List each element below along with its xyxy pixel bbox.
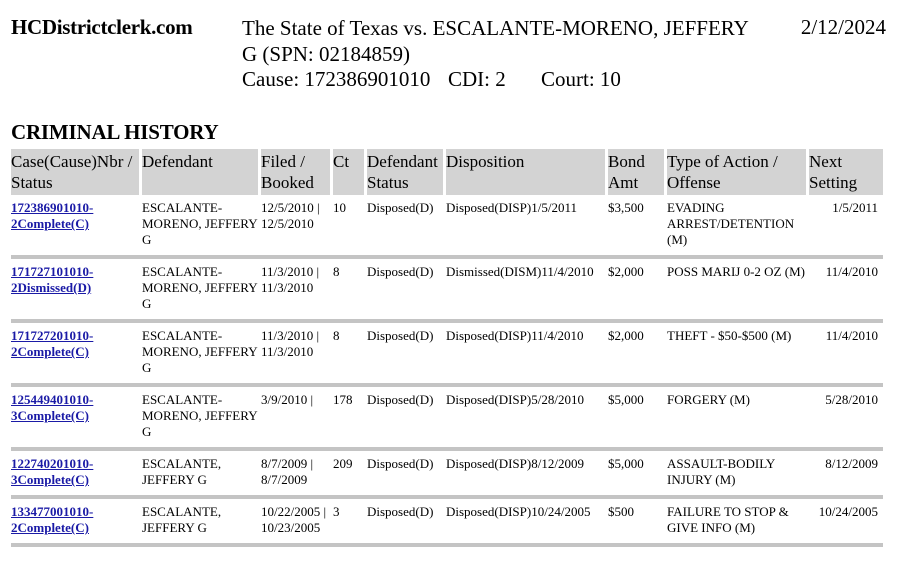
defendant-cell: ESCALANTE, JEFFERY G (142, 451, 261, 499)
case-number-link[interactable]: 122740201010-3Complete(C) (11, 456, 94, 487)
offense-cell: FAILURE TO STOP & GIVE INFO (M) (667, 499, 809, 547)
court-value: Court: 10 (541, 67, 621, 91)
top-divider (0, 10, 900, 14)
offense-cell: FORGERY (M) (667, 387, 809, 451)
offense-cell: THEFT - $50-$500 (M) (667, 323, 809, 387)
offense-cell: POSS MARIJ 0-2 OZ (M) (667, 259, 809, 323)
disposition-cell: Disposed(DISP)11/4/2010 (446, 323, 608, 387)
table-row (11, 259, 883, 323)
filed-cell: 10/22/2005 | 10/23/2005 (261, 499, 333, 547)
status-cell: Disposed(D) (367, 195, 446, 259)
column-header-offense: Type of Action / Offense (667, 149, 809, 195)
case-number-link[interactable]: 172386901010-2Complete(C) (11, 200, 94, 231)
case-number-link[interactable]: 133477001010-2Complete(C) (11, 504, 94, 535)
table-row (11, 387, 883, 451)
ct-cell: 209 (333, 451, 367, 499)
table-row (11, 499, 883, 547)
defendant-cell: ESCALANTE, JEFFERY G (142, 499, 261, 547)
status-cell: Disposed(D) (367, 387, 446, 451)
defendant-cell: ESCALANTE-MORENO, JEFFERY G (142, 387, 261, 451)
filed-cell: 11/3/2010 | 11/3/2010 (261, 323, 333, 387)
case-number-link[interactable]: 171727101010-2Dismissed(D) (11, 264, 94, 295)
filed-cell: 11/3/2010 | 11/3/2010 (261, 259, 333, 323)
bond-cell: $3,500 (608, 195, 667, 259)
bond-cell: $5,000 (608, 451, 667, 499)
defendant-cell: ESCALANTE-MORENO, JEFFERY G (142, 259, 261, 323)
status-cell: Disposed(D) (367, 323, 446, 387)
cause-number: Cause: 172386901010 (242, 67, 431, 91)
next-setting-cell: 11/4/2010 (809, 259, 883, 323)
next-setting-cell: 5/28/2010 (809, 387, 883, 451)
column-header-ct: Ct (333, 149, 367, 195)
ct-cell: 10 (333, 195, 367, 259)
ct-cell: 8 (333, 259, 367, 323)
disposition-cell: Disposed(DISP)10/24/2005 (446, 499, 608, 547)
next-setting-cell: 1/5/2011 (809, 195, 883, 259)
cdi-value: CDI: 2 (448, 67, 506, 91)
defendant-cell: ESCALANTE-MORENO, JEFFERY G (142, 323, 261, 387)
ct-cell: 3 (333, 499, 367, 547)
table-row (11, 323, 883, 387)
column-header-filed: Filed / Booked (261, 149, 333, 195)
filed-cell: 8/7/2009 | 8/7/2009 (261, 451, 333, 499)
next-setting-cell: 8/12/2009 (809, 451, 883, 499)
column-header-defendant-status: Defendant Status (367, 149, 446, 195)
column-header-next-setting: Next Setting (809, 149, 883, 195)
bond-cell: $2,000 (608, 323, 667, 387)
column-header-disposition: Disposition (446, 149, 608, 195)
report-date: 2/12/2024 (800, 15, 886, 39)
disposition-cell: Dismissed(DISM)11/4/2010 (446, 259, 608, 323)
offense-cell: EVADING ARREST/DETENTION (M) (667, 195, 809, 259)
next-setting-cell: 10/24/2005 (809, 499, 883, 547)
case-number-link[interactable]: 125449401010-3Complete(C) (11, 392, 94, 423)
ct-cell: 178 (333, 387, 367, 451)
table-row (11, 195, 883, 259)
column-header-defendant: Defendant (142, 149, 261, 195)
case-meta (242, 66, 621, 92)
criminal-history-table (11, 149, 883, 547)
filed-cell: 3/9/2010 | (261, 387, 333, 451)
offense-cell: ASSAULT-BODILY INJURY (M) (667, 451, 809, 499)
site-name: HCDistrictclerk.com (11, 15, 193, 39)
bond-cell: $2,000 (608, 259, 667, 323)
status-cell: Disposed(D) (367, 499, 446, 547)
disposition-cell: Disposed(DISP)5/28/2010 (446, 387, 608, 451)
column-header-bond: Bond Amt (608, 149, 667, 195)
next-setting-cell: 11/4/2010 (809, 323, 883, 387)
defendant-cell: ESCALANTE-MORENO, JEFFERY G (142, 195, 261, 259)
bond-cell: $5,000 (608, 387, 667, 451)
status-cell: Disposed(D) (367, 451, 446, 499)
column-header-case: Case(Cause)Nbr / Status (11, 149, 142, 195)
section-title: CRIMINAL HISTORY (11, 120, 219, 144)
ct-cell: 8 (333, 323, 367, 387)
disposition-cell: Disposed(DISP)1/5/2011 (446, 195, 608, 259)
case-number-link[interactable]: 171727201010-2Complete(C) (11, 328, 94, 359)
status-cell: Disposed(D) (367, 259, 446, 323)
bond-cell: $500 (608, 499, 667, 547)
filed-cell: 12/5/2010 | 12/5/2010 (261, 195, 333, 259)
table-header (11, 149, 883, 195)
case-title: The State of Texas vs. ESCALANTE-MORENO, JEFFERY G (SPN: 02184859) (242, 16, 749, 66)
disposition-cell: Disposed(DISP)8/12/2009 (446, 451, 608, 499)
table-row (11, 451, 883, 499)
